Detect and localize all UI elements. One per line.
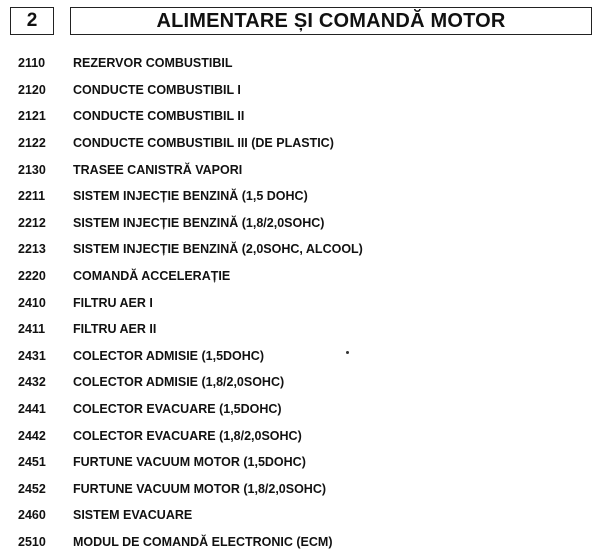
item-code: 2452 <box>18 481 46 496</box>
list-item <box>0 236 600 263</box>
item-label: SISTEM INJECȚIE BENZINĂ (2,0SOHC, ALCOOL) <box>73 242 363 257</box>
item-code: 2410 <box>18 295 46 310</box>
list-item <box>0 50 600 77</box>
item-label: MODUL DE COMANDĂ ELECTRONIC (ECM) <box>73 534 333 549</box>
item-label: CONDUCTE COMBUSTIBIL III (DE PLASTIC) <box>73 136 334 151</box>
item-code: 2121 <box>18 109 46 124</box>
item-label: SISTEM INJECȚIE BENZINĂ (1,8/2,0SOHC) <box>73 215 325 230</box>
item-label: FILTRU AER II <box>73 322 157 337</box>
item-label: COMANDĂ ACCELERAȚIE <box>73 269 231 284</box>
item-label: FURTUNE VACUUM MOTOR (1,5DOHC) <box>73 455 306 470</box>
list-item <box>0 476 600 503</box>
index-list <box>0 50 600 555</box>
item-label: REZERVOR COMBUSTIBIL <box>73 56 233 71</box>
list-item <box>0 343 600 370</box>
list-item <box>0 130 600 157</box>
item-code: 2213 <box>18 242 46 257</box>
item-code: 2110 <box>18 56 46 71</box>
item-code: 2411 <box>18 322 46 337</box>
item-label: TRASEE CANISTRĂ VAPORI <box>73 162 243 177</box>
item-label: FILTRU AER I <box>73 295 153 310</box>
item-code: 2460 <box>18 508 46 523</box>
item-label: SISTEM EVACUARE <box>73 508 193 523</box>
item-code: 2130 <box>18 162 46 177</box>
item-code: 2212 <box>18 215 46 230</box>
list-item <box>0 449 600 476</box>
list-item <box>0 422 600 449</box>
item-code: 2442 <box>18 428 46 443</box>
list-item <box>0 210 600 237</box>
list-item <box>0 263 600 290</box>
item-label: COLECTOR EVACUARE (1,5DOHC) <box>73 402 282 417</box>
list-item <box>0 77 600 104</box>
item-label: FURTUNE VACUUM MOTOR (1,8/2,0SOHC) <box>73 481 327 496</box>
section-header <box>10 7 592 37</box>
list-item <box>0 529 600 555</box>
item-label: COLECTOR EVACUARE (1,8/2,0SOHC) <box>73 428 302 443</box>
item-code: 2211 <box>18 189 46 204</box>
section-title: ALIMENTARE ȘI COMANDĂ MOTOR <box>70 7 592 35</box>
list-item <box>0 289 600 316</box>
item-code: 2431 <box>18 348 46 363</box>
list-item <box>0 103 600 130</box>
item-code: 2120 <box>18 82 46 97</box>
item-label: SISTEM INJECȚIE BENZINĂ (1,5 DOHC) <box>73 189 308 204</box>
list-item <box>0 396 600 423</box>
list-item <box>0 316 600 343</box>
item-label: COLECTOR ADMISIE (1,8/2,0SOHC) <box>73 375 285 390</box>
item-code: 2122 <box>18 136 46 151</box>
list-item <box>0 369 600 396</box>
item-code: 2510 <box>18 534 46 549</box>
item-code: 2220 <box>18 269 46 284</box>
item-label: CONDUCTE COMBUSTIBIL II <box>73 109 245 124</box>
scan-speck <box>346 351 349 354</box>
section-number: 2 <box>10 7 54 35</box>
list-item <box>0 502 600 529</box>
item-code: 2441 <box>18 402 46 417</box>
list-item <box>0 156 600 183</box>
item-label: COLECTOR ADMISIE (1,5DOHC) <box>73 348 264 363</box>
list-item <box>0 183 600 210</box>
item-code: 2451 <box>18 455 46 470</box>
item-code: 2432 <box>18 375 46 390</box>
item-label: CONDUCTE COMBUSTIBIL I <box>73 82 241 97</box>
